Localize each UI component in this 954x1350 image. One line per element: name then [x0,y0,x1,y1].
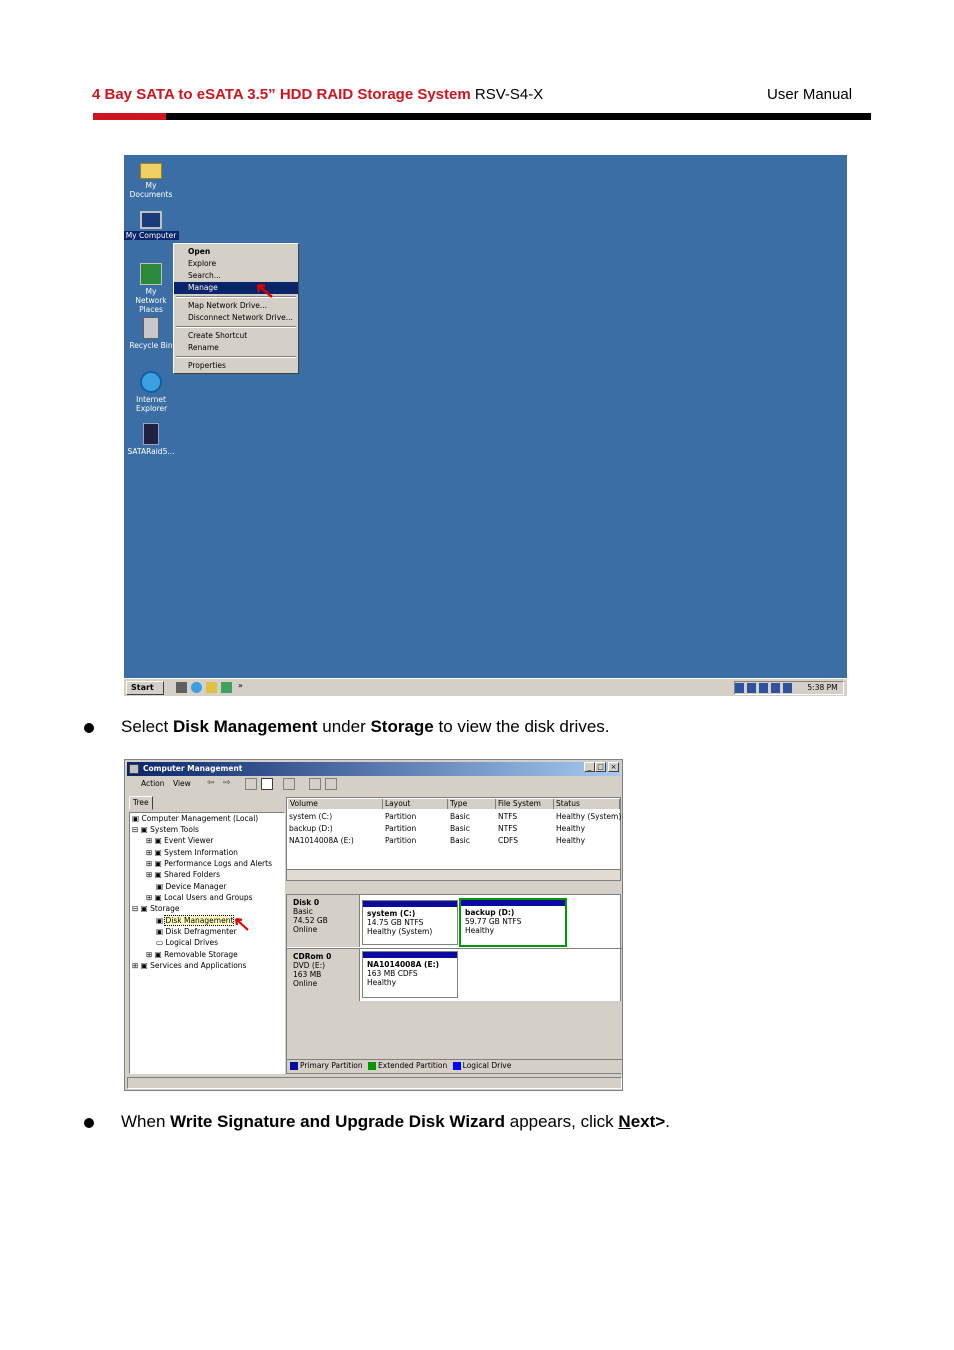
column-header-status[interactable]: Status [554,799,620,809]
menu-item-map-drive[interactable]: Map Network Drive... [188,301,268,310]
help-icon[interactable] [309,778,321,790]
export-icon[interactable] [325,778,337,790]
maximize-button[interactable]: □ [595,762,606,772]
legend-swatch [453,1062,461,1070]
tree-item-shared-folders[interactable]: ⊞ ▣ Shared Folders [146,870,221,879]
status-bar [127,1077,622,1089]
system-tray [734,681,844,695]
volume-list: Volume Layout Type File System Status system (C:) Partition Basic NTFS Healthy (System) backup (D:) Partition Basic NTFS Healthy NA1014008A (E:) Partition Basic CDFS Healthy [286,797,621,881]
legend-swatch [368,1062,376,1070]
desktop-icon-my-documents[interactable]: My Documents [124,159,179,199]
close-button[interactable]: × [608,762,619,772]
menu-separator [176,296,296,298]
tree-item-logical-drives[interactable]: ▭ Logical Drives [156,938,219,947]
taskbar [124,678,847,696]
partition-cdrom-e[interactable]: NA1014008A (E:) 163 MB CDFS Healthy [362,951,458,998]
desktop-icon-my-computer[interactable]: My Computer [124,211,179,240]
computer-icon [140,211,162,229]
partition-legend: Primary Partition Extended Partition Logical Drive [287,1059,622,1073]
menu-action[interactable]: Action [141,779,165,788]
navigation-tree [129,812,285,1074]
menu-item-rename[interactable]: Rename [188,343,219,352]
outlook-icon[interactable] [206,682,217,693]
product-title: 4 Bay SATA to eSATA 3.5” HDD RAID Storage System [92,86,471,103]
clock: 5:38 PM [807,683,838,692]
desktop-icon-network-places[interactable]: My Network Places [124,263,179,314]
tree-item-device-manager[interactable]: ▣ Device Manager [156,882,227,891]
tree-item-removable-storage[interactable]: ⊞ ▣ Removable Storage [146,950,238,959]
bullet-dot [84,723,94,733]
cdrom0-label[interactable]: CDRom 0 DVD (E:) 163 MB Online [287,949,360,1001]
computer-management-icon [129,764,139,774]
pointer-arrow-icon [234,917,250,933]
network-icon [140,263,162,285]
up-folder-icon[interactable] [245,778,257,790]
tree-item-local-users[interactable]: ⊞ ▣ Local Users and Groups [146,893,253,902]
computer-management-window [124,759,623,1091]
header-rule-red [93,113,166,120]
application-icon [143,423,159,445]
header-rule-black [166,113,871,120]
desktop-icon-recycle-bin[interactable]: Recycle Bin [124,317,179,350]
tree-item-computer-management[interactable]: ▣ Computer Management (Local) [132,814,259,823]
menu-separator [176,326,296,328]
desktop-icon-internet-explorer[interactable]: Internet Explorer [124,371,179,413]
tree-item-disk-defragmenter[interactable]: ▣ Disk Defragmenter [156,927,237,936]
properties-icon[interactable] [283,778,295,790]
doc-header-title [92,86,543,103]
column-header-layout[interactable]: Layout [383,799,448,809]
column-header-file-system[interactable]: File System [496,799,554,809]
partition-system-c[interactable]: system (C:) 14.75 GB NTFS Healthy (System) [362,900,458,945]
bullet-dot [84,1118,94,1128]
menu-separator [176,356,296,358]
tree-item-storage[interactable]: ⊟ ▣ Storage [132,904,180,913]
manual-label: User Manual [767,86,853,103]
tray-icons[interactable] [735,683,795,693]
internet-explorer-icon[interactable] [191,682,202,693]
horizontal-scrollbar[interactable] [287,869,620,880]
quick-launch-chevron[interactable]: » [238,681,243,690]
menu-view[interactable]: View [173,779,191,788]
media-icon[interactable] [221,682,232,693]
menu-item-open[interactable]: Open [188,247,211,256]
tree-item-event-viewer[interactable]: ⊞ ▣ Event Viewer [146,836,214,845]
desktop-screenshot [124,155,847,696]
disk-graphical-view [286,894,621,1074]
internet-explorer-icon [140,371,162,393]
show-desktop-icon[interactable] [176,682,187,693]
partition-backup-d[interactable]: backup (D:) 59.77 GB NTFS Healthy [459,898,567,947]
legend-swatch [290,1062,298,1070]
model-number: RSV-S4-X [474,86,544,103]
folder-icon [140,163,162,179]
pointer-arrow-icon [256,283,274,301]
start-button[interactable]: Start [126,681,164,695]
column-header-volume[interactable]: Volume [288,799,383,809]
window-title-bar [127,762,620,776]
menu-item-search[interactable]: Search... [188,271,221,280]
tree-item-performance-logs[interactable]: ⊞ ▣ Performance Logs and Alerts [146,859,272,868]
disk0-label[interactable]: Disk 0 Basic 74.52 GB Online [287,895,360,947]
context-menu [173,243,299,374]
menu-item-create-shortcut[interactable]: Create Shortcut [188,331,248,340]
window-title: Computer Management [143,764,243,773]
menu-item-explore[interactable]: Explore [188,259,217,268]
menu-item-manage[interactable]: Manage [174,282,298,294]
tab-tree[interactable]: Tree [129,796,153,810]
menu-item-properties[interactable]: Properties [188,361,226,370]
tree-item-services-applications[interactable]: ⊞ ▣ Services and Applications [132,961,247,970]
desktop-icon-sataraid[interactable]: SATARaid5... [124,423,179,456]
minimize-button[interactable]: _ [584,762,595,772]
show-tree-icon[interactable] [261,778,273,790]
tree-item-system-information[interactable]: ⊞ ▣ System Information [146,848,238,857]
back-arrow-icon[interactable]: ⇦ [207,778,215,788]
forward-arrow-icon[interactable]: ⇨ [223,778,231,788]
tree-item-system-tools[interactable]: ⊟ ▣ System Tools [132,825,199,834]
tree-item-disk-management[interactable]: ▣ Disk Management [156,916,234,925]
column-header-type[interactable]: Type [448,799,496,809]
menu-item-disconnect-drive[interactable]: Disconnect Network Drive... [188,313,293,322]
recycle-bin-icon [143,317,159,339]
